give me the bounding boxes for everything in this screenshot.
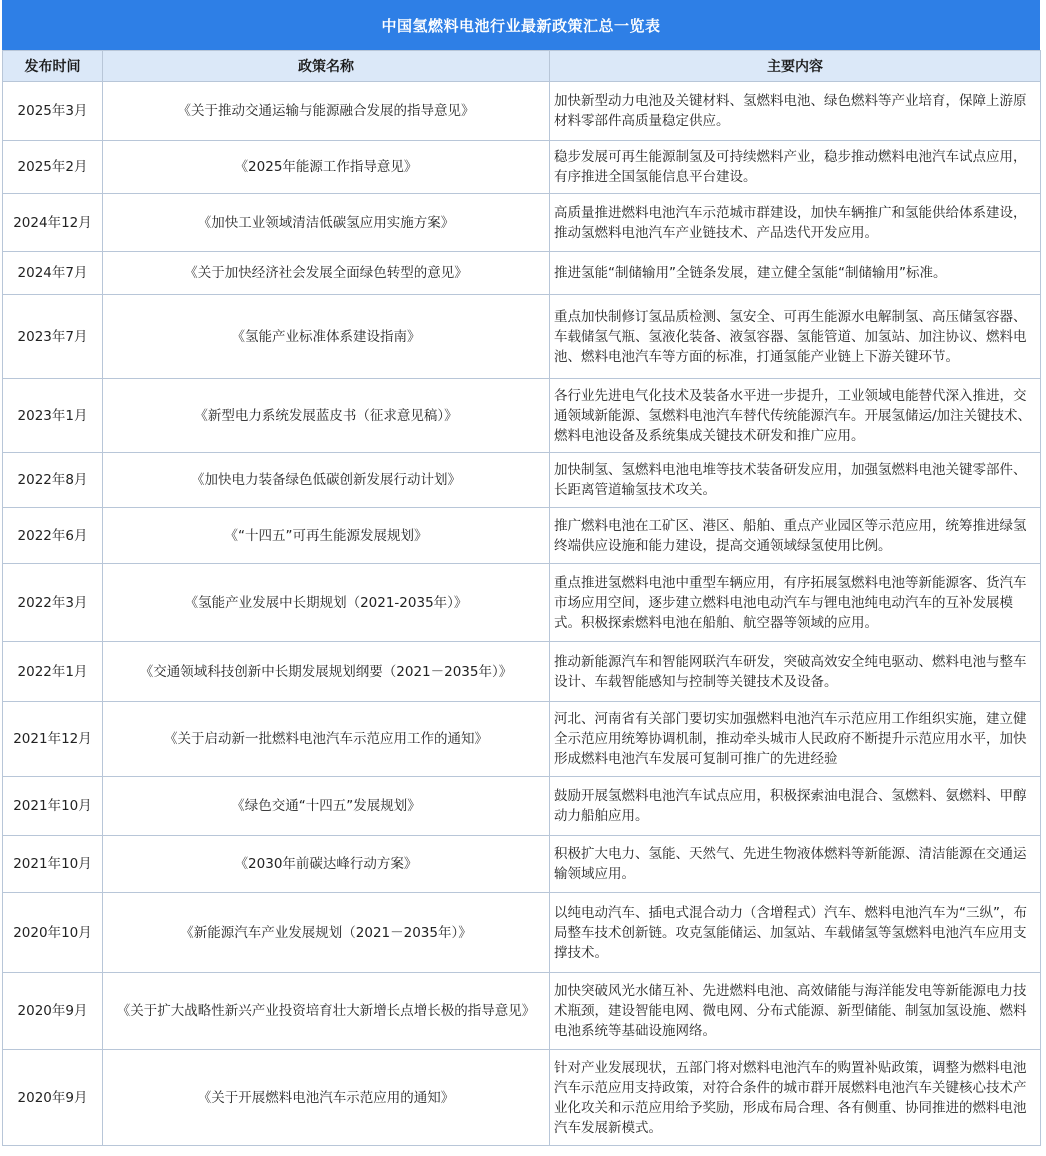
cell-date: 2023年7月 <box>3 295 103 379</box>
cell-date: 2025年3月 <box>3 82 103 141</box>
table-row <box>3 777 1041 836</box>
cell-date: 2021年10月 <box>3 836 103 893</box>
header-row <box>3 51 1041 82</box>
cell-content: 加快突破风光水储互补、先进燃料电池、高效储能与海洋能发电等新能源电力技术瓶颈，建设智能电网、微电网、分布式能源、新型储能、制氢加氢设施、燃料电池系统等基础设施网络。 <box>550 973 1041 1050</box>
cell-policy-name: 《关于扩大战略性新兴产业投资培育壮大新增长点增长极的指导意见》 <box>103 973 550 1050</box>
table-row <box>3 82 1041 141</box>
header-date: 发布时间 <box>3 51 103 82</box>
table-row <box>3 252 1041 295</box>
cell-policy-name: 《氢能产业发展中长期规划（2021-2035年）》 <box>103 564 550 642</box>
cell-policy-name: 《“十四五”可再生能源发展规划》 <box>103 508 550 564</box>
cell-policy-name: 《氢能产业标准体系建设指南》 <box>103 295 550 379</box>
table-row <box>3 973 1041 1050</box>
policy-table <box>2 50 1041 1146</box>
table-row <box>3 893 1041 973</box>
cell-date: 2020年9月 <box>3 973 103 1050</box>
table-title: 中国氢燃料电池行业最新政策汇总一览表 <box>2 0 1040 50</box>
cell-policy-name: 《关于加快经济社会发展全面绿色转型的意见》 <box>103 252 550 295</box>
cell-policy-name: 《2025年能源工作指导意见》 <box>103 141 550 194</box>
header-policy-name: 政策名称 <box>103 51 550 82</box>
cell-content: 推动新能源汽车和智能网联汽车研发，突破高效安全纯电驱动、燃料电池与整车设计、车载智能感知与控制等关键技术及设备。 <box>550 642 1041 702</box>
cell-content: 鼓励开展氢燃料电池汽车试点应用，积极探索油电混合、氢燃料、氨燃料、甲醇动力船舶应用。 <box>550 777 1041 836</box>
cell-date: 2025年2月 <box>3 141 103 194</box>
cell-policy-name: 《新型电力系统发展蓝皮书（征求意见稿）》 <box>103 379 550 453</box>
cell-policy-name: 《关于推动交通运输与能源融合发展的指导意见》 <box>103 82 550 141</box>
cell-policy-name: 《新能源汽车产业发展规划（2021－2035年）》 <box>103 893 550 973</box>
cell-content: 河北、河南省有关部门要切实加强燃料电池汽车示范应用工作组织实施，建立健全示范应用统筹协调机制，推动牵头城市人民政府不断提升示范应用水平，加快形成燃料电池汽车发展可复制可推广的先进经验 <box>550 702 1041 777</box>
cell-content: 稳步发展可再生能源制氢及可持续燃料产业，稳步推动燃料电池汽车试点应用，有序推进全国氢能信息平台建设。 <box>550 141 1041 194</box>
cell-content: 加快制氢、氢燃料电池电堆等技术装备研发应用，加强氢燃料电池关键零部件、长距离管道输氢技术攻关。 <box>550 453 1041 508</box>
cell-date: 2020年9月 <box>3 1050 103 1146</box>
cell-policy-name: 《交通领域科技创新中长期发展规划纲要（2021－2035年）》 <box>103 642 550 702</box>
cell-date: 2022年8月 <box>3 453 103 508</box>
cell-content: 重点推进氢燃料电池中重型车辆应用，有序拓展氢燃料电池等新能源客、货汽车市场应用空间，逐步建立燃料电池电动汽车与锂电池纯电动汽车的互补发展模式。积极探索燃料电池在船舶、航空器等领域的应用。 <box>550 564 1041 642</box>
table-row <box>3 836 1041 893</box>
cell-policy-name: 《关于开展燃料电池汽车示范应用的通知》 <box>103 1050 550 1146</box>
cell-policy-name: 《加快工业领域清洁低碳氢应用实施方案》 <box>103 194 550 252</box>
table-row <box>3 642 1041 702</box>
header-main-content: 主要内容 <box>550 51 1041 82</box>
table-row <box>3 194 1041 252</box>
cell-date: 2022年6月 <box>3 508 103 564</box>
table-row <box>3 1050 1041 1146</box>
cell-content: 推进氢能“制储输用”全链条发展，建立健全氢能“制储输用”标准。 <box>550 252 1041 295</box>
cell-content: 高质量推进燃料电池汽车示范城市群建设，加快车辆推广和氢能供给体系建设，推动氢燃料电池汽车产业链技术、产品迭代开发应用。 <box>550 194 1041 252</box>
cell-date: 2024年12月 <box>3 194 103 252</box>
cell-date: 2021年10月 <box>3 777 103 836</box>
policy-table-container <box>2 0 1040 1146</box>
cell-content: 积极扩大电力、氢能、天然气、先进生物液体燃料等新能源、清洁能源在交通运输领域应用。 <box>550 836 1041 893</box>
cell-content: 加快新型动力电池及关键材料、氢燃料电池、绿色燃料等产业培育，保障上游原材料零部件高质量稳定供应。 <box>550 82 1041 141</box>
cell-content: 针对产业发展现状，五部门将对燃料电池汽车的购置补贴政策，调整为燃料电池汽车示范应用支持政策，对符合条件的城市群开展燃料电池汽车关键核心技术产业化攻关和示范应用给予奖励，形成布局合理、各有侧重、协同推进的燃料电池汽车发展新模式。 <box>550 1050 1041 1146</box>
cell-policy-name: 《加快电力装备绿色低碳创新发展行动计划》 <box>103 453 550 508</box>
cell-policy-name: 《关于启动新一批燃料电池汽车示范应用工作的通知》 <box>103 702 550 777</box>
table-row <box>3 702 1041 777</box>
cell-date: 2024年7月 <box>3 252 103 295</box>
cell-date: 2020年10月 <box>3 893 103 973</box>
table-row <box>3 453 1041 508</box>
cell-policy-name: 《绿色交通“十四五”发展规划》 <box>103 777 550 836</box>
table-row <box>3 564 1041 642</box>
cell-date: 2023年1月 <box>3 379 103 453</box>
cell-content: 重点加快制修订氢品质检测、氢安全、可再生能源水电解制氢、高压储氢容器、车载储氢气瓶、氢液化装备、液氢容器、氢能管道、加氢站、加注协议、燃料电池、燃料电池汽车等方面的标准，打通氢能产业链上下游关键环节。 <box>550 295 1041 379</box>
cell-content: 推广燃料电池在工矿区、港区、船舶、重点产业园区等示范应用，统筹推进绿氢终端供应设施和能力建设，提高交通领域绿氢使用比例。 <box>550 508 1041 564</box>
cell-content: 各行业先进电气化技术及装备水平进一步提升，工业领域电能替代深入推进，交通领域新能源、氢燃料电池汽车替代传统能源汽车。开展氢储运/加注关键技术、燃料电池设备及系统集成关键技术研发和推广应用。 <box>550 379 1041 453</box>
cell-content: 以纯电动汽车、插电式混合动力（含增程式）汽车、燃料电池汽车为“三纵”，布局整车技术创新链。攻克氢能储运、加氢站、车载储氢等氢燃料电池汽车应用支撑技术。 <box>550 893 1041 973</box>
table-row <box>3 379 1041 453</box>
cell-policy-name: 《2030年前碳达峰行动方案》 <box>103 836 550 893</box>
cell-date: 2021年12月 <box>3 702 103 777</box>
cell-date: 2022年1月 <box>3 642 103 702</box>
table-row <box>3 141 1041 194</box>
table-row <box>3 508 1041 564</box>
table-row <box>3 295 1041 379</box>
cell-date: 2022年3月 <box>3 564 103 642</box>
